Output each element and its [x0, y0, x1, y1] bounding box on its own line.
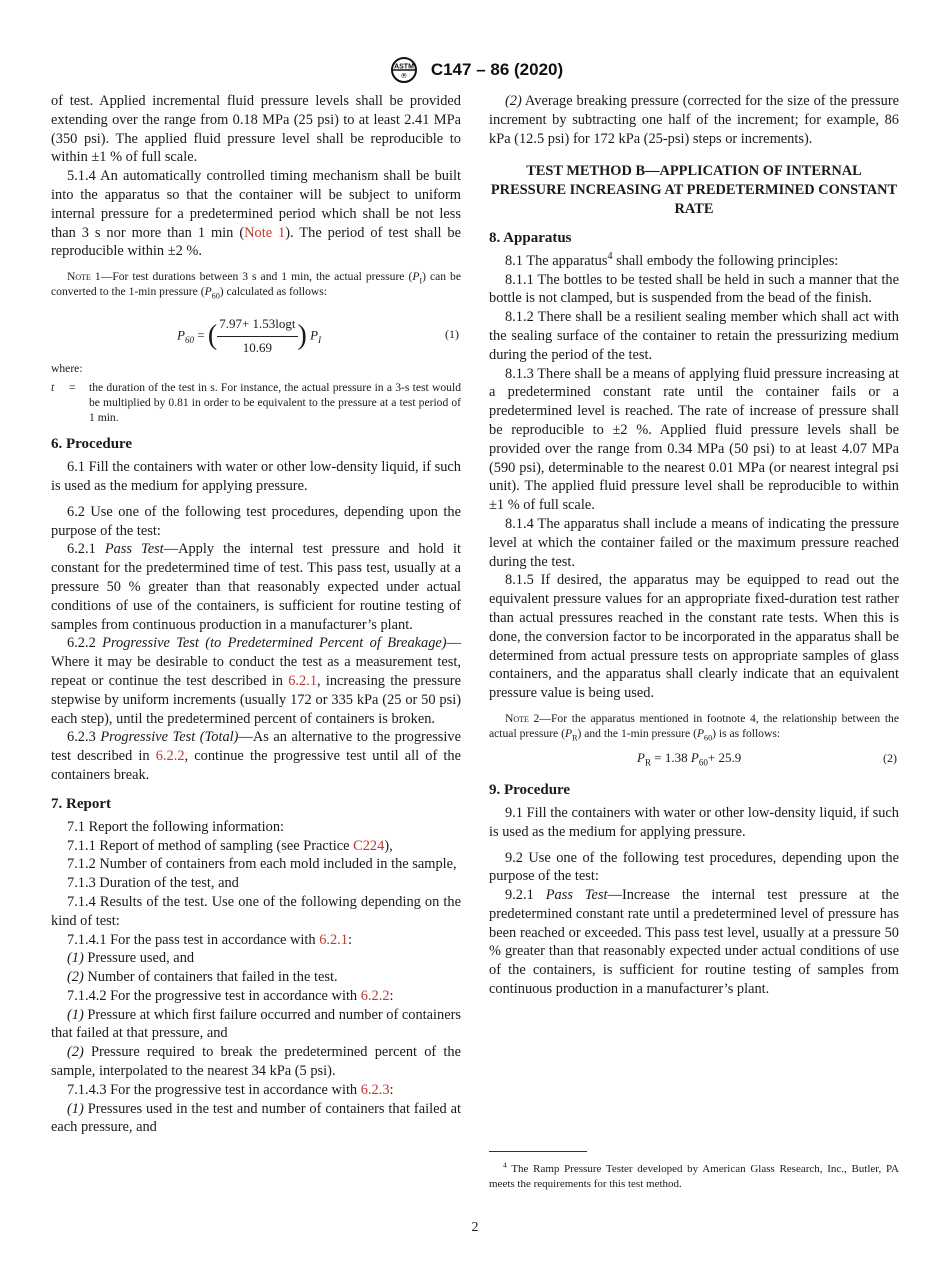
paragraph-6-2-3: 6.2.3 Progressive Test (Total)—As an alternative to the progressive test described in 6.2.2, continue the progressive test until all of the containers break. [51, 729, 462, 783]
footnote-4: $^4$ The Ramp Pressure Tester developed by American Glass Research, Inc., Butler, PA meets the requirements for this test method. [489, 1160, 899, 1190]
ref-6-2-2-link[interactable]: 6.2.2 [360, 987, 390, 1004]
paragraph-8-1-1: 8.1.1 The bottles to be tested shall be held in such a manner that the bottle is not clamped, but is suspended from the bead of the finish. [489, 271, 899, 307]
list-item: (2) Average breaking pressure (corrected for the size of the pressure increment by subtracting one half of the increment; for example, 86 kPa (12.5 psi) for 172 kPa (25-psi) steps or increments). [489, 93, 899, 147]
standard-designation: C147 – 86 (2020) [430, 60, 564, 79]
equation-1: $P_{60}$ = ( $\frac{7.97+ 1.53\log t}{10.69}$ ) $P_I$ (1) [177, 316, 459, 355]
svg-text:ASTM: ASTM [393, 63, 414, 71]
test-method-b-title: TEST METHOD B—APPLICATION OF INTERNAL PRESSURE INCREASING AT PREDETERMINED CONSTANT RATE [490, 163, 898, 217]
ref-6-2-2-link[interactable]: 6.2.2 [155, 748, 185, 765]
page-header [0, 56, 950, 84]
list-item: (1) Pressures used in the test and number of containers that failed at each pressure, and [51, 1100, 461, 1136]
equation-number: (1) [445, 327, 459, 342]
paragraph-6-1: 6.1 Fill the containers with water or other low-density liquid, if such is used as the medium for applying pressure. [51, 459, 461, 494]
left-column [51, 92, 461, 1137]
ref-6-2-1-link[interactable]: 6.2.1 [288, 672, 318, 689]
paragraph-6-2: 6.2 Use one of the following test procedures, depending upon the purpose of the test: [51, 503, 461, 539]
list-item: (2) Number of containers that failed in the test. [67, 969, 338, 986]
footnote-divider [489, 1151, 587, 1152]
paragraph-5-1-4: 5.1.4 An automatically controlled timing mechanism shall be built into the apparatus so that the container will be subject to uniform internal pressure for a predetermined period which shall be not less than 3 s nor more than 1 min (Note 1). The period of test shall be reproducible within ±2 %. [51, 168, 461, 260]
definition-t: t = the duration of the test in s. For instance, the actual pressure in a 3-s test would be multiplied by 0.81 in order to be equivalent to the pressure at a test period of 1 min. [51, 381, 461, 425]
paragraph-7-1-1: 7.1.1 Report of method of sampling (see Practice C224), [67, 837, 393, 854]
paragraph-9-2: 9.2 Use one of the following test procedures, depending upon the purpose of the test: [489, 849, 899, 885]
paragraph-7-1-3: 7.1.3 Duration of the test, and [67, 875, 239, 892]
paragraph-8-1-4: 8.1.4 The apparatus shall include a means of indicating the pressure level at which the container failed or the maximum pressure reached during the test. [489, 515, 899, 570]
paragraph-8-1: 8.1 The apparatus$^4$ shall embody the following principles: [505, 250, 839, 269]
astm-logo-icon [387, 56, 421, 84]
paragraph-7-1-4-1: 7.1.4.1 For the pass test in accordance with 6.2.1: [67, 931, 352, 948]
section-8-heading: 8. Apparatus [489, 229, 572, 246]
where-label: where: [51, 362, 83, 376]
paragraph-9-2-1: 9.2.1 Pass Test—Increase the internal test pressure at the predetermined constant rate until a predetermined level of pressure has been reached or exceeded. This pass test level, usually at a pressure 50 % greater than that reasonably expected under actual conditions of use of the containers, is sufficient for routine testing of samples from continuous production in a manufacturer’s plant. [489, 887, 899, 998]
list-item: (1) Pressure at which first failure occurred and number of containers that failed at that pressure, and [51, 1006, 461, 1042]
right-column [489, 92, 899, 999]
note-2: Note 2—For the apparatus mentioned in footnote 4, the relationship between the actual pressure $(P_R)$ and the 1-min pressure $(P_{60})$ is as follows: [489, 711, 899, 743]
ref-6-2-1-link[interactable]: 6.2.1 [319, 931, 348, 948]
paragraph-7-1-4-2: 7.1.4.2 For the progressive test in accordance with 6.2.2: [67, 987, 394, 1004]
list-item: (2) Pressure required to break the predetermined percent of the sample, interpolated to the nearest 34 kPa (5 psi). [51, 1044, 461, 1080]
section-9-heading: 9. Procedure [489, 781, 571, 798]
section-6-heading: 6. Procedure [51, 436, 133, 453]
paragraph: of test. Applied incremental fluid pressure levels shall be provided extending over the range from 0.18 MPa (25 psi) to at least 2.41 MPa (350 psi). The applied fluid pressure level shall be reproducible to within ±1 % of full scale. [51, 93, 461, 166]
page-number: 2 [471, 1220, 479, 1235]
paragraph-8-1-2: 8.1.2 There shall be a resilient sealing member which shall act with the sealing surface of the container to retain the pressurizing medium during the period of the test. [489, 309, 899, 363]
paragraph-6-2-1: 6.2.1 Pass Test—Apply the internal test pressure and hold it constant for the predetermined time of test. This pass test, usually at a pressure 50 % greater than that reasonably expected under actual conditions of use of the containers, is sufficient for routine testing of samples from continuous production in a manufacturer’s plant. [51, 541, 461, 633]
equation-number: (2) [883, 750, 897, 765]
paragraph-8-1-3: 8.1.3 There shall be a means of applying fluid pressure increasing at a predetermined constant rate until the container fails or a predetermined level is reached. The rate of increase of pressure shall be reproducible to ±2 %. Applied fluid pressure levels shall be provided over the range from 0.34 MPa (50 psi) to at least 4.07 MPa (590 psi), determinable to the nearest 0.01 MPa (or nearest integral psi unit). The applied fluid pressure level shall be reproducible to within ±1 % of full scale. [489, 365, 899, 514]
svg-text:℗: ℗ [401, 73, 407, 80]
ref-c224-link[interactable]: C224 [353, 837, 385, 854]
paragraph-6-2-2: 6.2.2 Progressive Test (to Predetermined Percent of Breakage)—Where it may be desirable to conduct the test as a measurement test, repeat or continue the test described in 6.2.1, increasing the pressure stepwise by uniform increments (usually 172 or 335 kPa (25 or 50 psi) each step), until the predetermined percent of containers is broken. [51, 635, 461, 727]
ref-6-2-3-link[interactable]: 6.2.3 [360, 1081, 390, 1098]
paragraph-7-1-4: 7.1.4 Results of the test. Use one of the following depending on the kind of test: [51, 893, 461, 929]
paragraph-7-1-2: 7.1.2 Number of containers from each mold included in the sample, [67, 856, 457, 873]
equation-2: $P_R = 1.38$ $P_{60}+ 25.9$ (2) [637, 749, 897, 768]
footnote-ref: 4 [607, 250, 613, 262]
paragraph-7-1: 7.1 Report the following information: [67, 818, 285, 835]
paragraph-9-1: 9.1 Fill the containers with water or other low-density liquid, if such is used as the medium for applying pressure. [489, 804, 899, 840]
note-1: Note 1—For test durations between 3 s and 1 min, the actual pressure $(P_I)$ can be converted to the 1-min pressure $(P_{60})$ calculated as follows: [51, 270, 461, 301]
paragraph-8-1-5: 8.1.5 If desired, the apparatus may be equipped to read out the equivalent pressure values for an appropriate fixed-duration test rather than actual pressures reached in the constant rate tests. When this is done, the conversion factor to be incorporated in the apparatus shall be determined from actual pressure tests on appropriate samples of glass containers, and the apparatus shall clearly indicate that an equivalent pressure value is being used. [489, 572, 899, 702]
list-item: (1) Pressure used, and [67, 950, 195, 967]
section-7-heading: 7. Report [51, 795, 111, 812]
paragraph-7-1-4-3: 7.1.4.3 For the progressive test in accordance with 6.2.3: [67, 1081, 394, 1098]
note-1-link[interactable]: Note 1 [244, 224, 286, 241]
